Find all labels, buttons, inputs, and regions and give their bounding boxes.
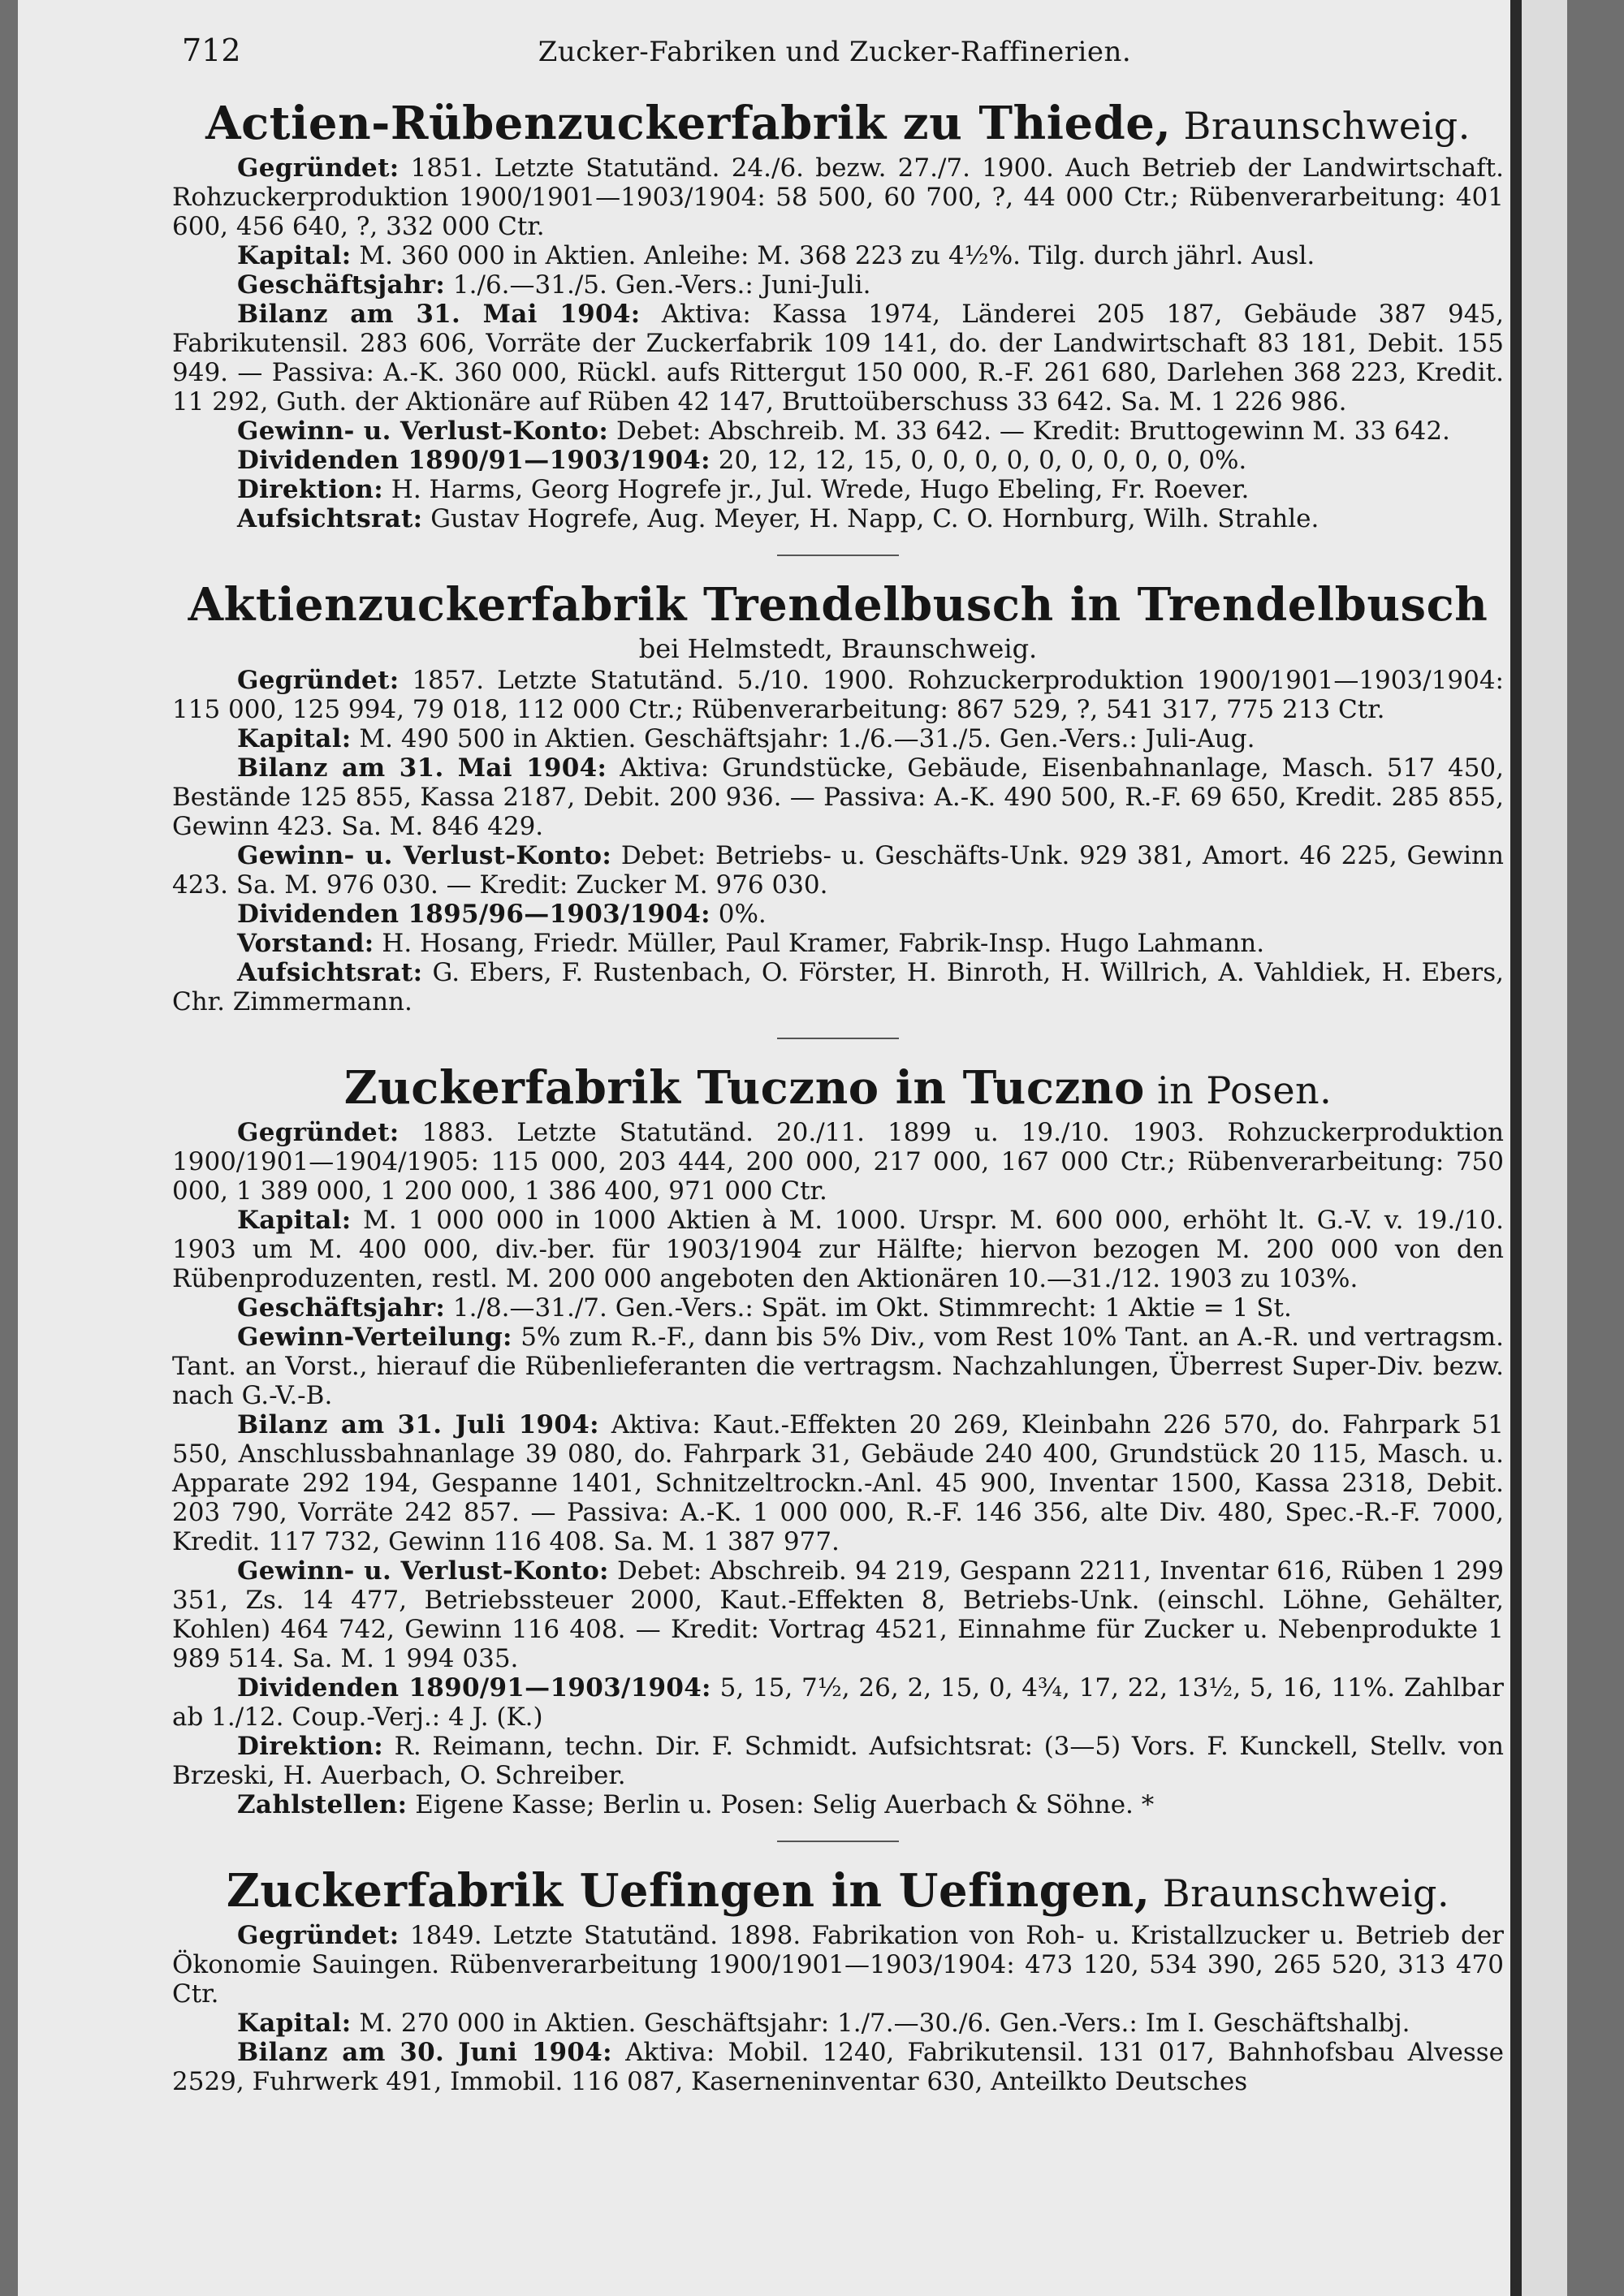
entry-text: Eigene Kasse; Berlin u. Posen: Selig Auerbach & Söhne. * [407, 1790, 1155, 1819]
entry-paragraph [172, 2038, 1504, 2096]
company-subtitle: bei Helmstedt, Braunschweig. [638, 633, 1038, 664]
entry-label: Gewinn-Verteilung: [237, 1323, 512, 1352]
document-page [18, 0, 1567, 2296]
entry-label: Geschäftsjahr: [237, 1293, 446, 1323]
entry-label: Vorstand: [237, 929, 374, 958]
entry-text: Debet: Abschreib. M. 33 642. — Kredit: Bruttogewinn M. 33 642. [608, 416, 1450, 446]
running-header [172, 32, 1504, 81]
company-title [172, 577, 1504, 635]
entry-paragraph [172, 1206, 1504, 1293]
entry-label: Gewinn- u. Verlust-Konto: [237, 416, 609, 446]
entry-label: Bilanz am 30. Juni 1904: [237, 2038, 612, 2067]
section-divider [777, 555, 899, 556]
entry-text: R. Reimann, techn. Dir. F. Schmidt. Aufsichtsrat: (3—5) Vors. F. Kunckell, Stellv. von Brzeski, H. Auerbach, O. Schreiber. [172, 1732, 1504, 1790]
entry-text: Aktiva: Grundstücke, Gebäude, Eisenbahnanlage, Masch. 517 450, Bestände 125 855, Kassa 2187, Debit. 200 936. — Passiva: A.-K. 490 500, R.-F. 69 650, Kredit. 285 855, Gewinn 423. Sa. M. 846 429. [172, 753, 1505, 841]
entry-paragraph [172, 958, 1504, 1016]
page-binding-edge [1510, 0, 1567, 2296]
entry-text: M. 360 000 in Aktien. Anleihe: M. 368 223 zu 4½%. Tilg. durch jährl. Ausl. [351, 241, 1315, 270]
running-title: Zucker-Fabriken und Zucker-Raffinerien. [538, 36, 1132, 68]
entry-paragraph [172, 1790, 1504, 1819]
entry-text: H. Harms, Georg Hogrefe jr., Jul. Wrede, Hugo Ebeling, Fr. Roever. [382, 475, 1250, 504]
company-location: Braunschweig. [1150, 1871, 1450, 1915]
entry-paragraph [172, 153, 1504, 241]
entry-label: Bilanz am 31. Mai 1904: [237, 300, 641, 329]
entry-paragraph [172, 1673, 1504, 1732]
entry-paragraph [172, 446, 1504, 475]
company-entry [172, 1863, 1504, 2096]
entry-paragraph [172, 1323, 1504, 1410]
entry-paragraph [172, 841, 1504, 900]
entry-text: M. 1 000 000 in 1000 Aktien à M. 1000. Urspr. M. 600 000, erhöht lt. G.-V. v. 19./10. 1903 um M. 400 000, div.-ber. für 1903/1904 zur Hälfte; hiervon bezogen M. 200 000 von den Rübenproduzenten, restl. M. 200 000 angeboten den Aktionären 10.—31./12. 1903 zu 103%. [172, 1206, 1504, 1293]
entry-paragraph [172, 475, 1504, 504]
entry-text: 20, 12, 12, 15, 0, 0, 0, 0, 0, 0, 0, 0, 0, 0%. [710, 446, 1247, 475]
entry-label: Zahlstellen: [237, 1790, 408, 1819]
entry-label: Gegründet: [237, 153, 400, 183]
entry-paragraph [172, 2009, 1504, 2038]
entry-text: 1851. Letzte Statutänd. 24./6. bezw. 27./7. 1900. Auch Betrieb der Landwirtschaft. Rohzuckerproduktion 1900/1901—1903/1904: 58 500, 60 700, ?, 44 000 Ctr.; Rübenverarbeitung: 401 600, 456 640, ?, 332 000 Ctr. [172, 153, 1504, 241]
company-entry [172, 1060, 1504, 1819]
entry-label: Gegründet: [237, 1118, 400, 1147]
entry-paragraph [172, 416, 1504, 446]
entry-text: Debet: Betriebs- u. Geschäfts-Unk. 929 381, Amort. 46 225, Gewinn 423. Sa. M. 976 030. — Kredit: Zucker M. 976 030. [172, 841, 1504, 900]
entry-paragraph [172, 1556, 1504, 1673]
entry-label: Bilanz am 31. Juli 1904: [237, 1410, 599, 1439]
entry-label: Gewinn- u. Verlust-Konto: [237, 841, 612, 870]
entry-label: Kapital: [237, 241, 352, 270]
entry-paragraph [172, 504, 1504, 533]
entry-paragraph [172, 270, 1504, 300]
section-divider [777, 1841, 899, 1842]
entry-paragraph [172, 753, 1504, 841]
entry-paragraph [172, 1410, 1504, 1556]
company-title [172, 96, 1504, 153]
entry-paragraph [172, 724, 1504, 753]
entry-label: Gegründet: [237, 666, 400, 695]
entry-label: Direktion: [237, 475, 383, 504]
page-content [172, 32, 1504, 2096]
entry-text: Aktiva: Kaut.-Effekten 20 269, Kleinbahn 226 570, do. Fahrpark 51 550, Anschlussbahnanlage 39 080, do. Fahrpark 31, Gebäude 240 400, Grundstück 20 115, Masch. u. Apparate 292 194, Gespanne 1401, Schnitzeltrockn.-Anl. 45 900, Inventar 1500, Kassa 2318, Debit. 203 790, Vorräte 242 857. — Passiva: A.-K. 1 000 000, R.-F. 146 356, alte Div. 480, Spec.-R.-F. 7000, Kredit. 117 732, Gewinn 116 408. Sa. M. 1 387 977. [172, 1410, 1504, 1556]
section-divider [777, 1038, 899, 1039]
entry-text: 1./6.—31./5. Gen.-Vers.: Juni-Juli. [445, 270, 871, 300]
page-number: 712 [182, 32, 241, 68]
company-name: Actien-Rübenzuckerfabrik zu Thiede, [205, 97, 1172, 150]
entry-text: 1857. Letzte Statutänd. 5./10. 1900. Rohzuckerproduktion 1900/1901—1903/1904: 115 000, 125 994, 79 018, 112 000 Ctr.; Rübenverarbeitung: 867 529, ?, 541 317, 775 213 Ctr. [172, 666, 1504, 724]
company-entry [172, 577, 1504, 1016]
entry-text: 5, 15, 7½, 26, 2, 15, 0, 4¾, 17, 22, 13½, 5, 16, 11%. Zahlbar ab 1./12. Coup.-Verj.: 4 J. (K.) [172, 1673, 1504, 1732]
entry-label: Kapital: [237, 724, 352, 753]
entry-label: Kapital: [237, 1206, 352, 1235]
entry-label: Kapital: [237, 2009, 352, 2038]
entry-paragraph [172, 1293, 1504, 1323]
entry-label: Aufsichtsrat: [237, 958, 423, 987]
entry-paragraph [172, 241, 1504, 270]
entry-text: 0%. [710, 900, 767, 929]
entry-text: 1883. Letzte Statutänd. 20./11. 1899 u. 19./10. 1903. Rohzuckerproduktion 1900/1901—1904/1905: 115 000, 203 444, 200 000, 217 000, 167 000 Ctr.; Rübenverarbeitung: 750 000, 1 389 000, 1 200 000, 1 386 400, 971 000 Ctr. [172, 1118, 1504, 1206]
company-entry [172, 96, 1504, 533]
entry-text: Debet: Abschreib. 94 219, Gespann 2211, Inventar 616, Rüben 1 299 351, Zs. 14 477, Betriebssteuer 2000, Kaut.-Effekten 8, Betriebs-Unk. (einschl. Löhne, Gehälter, Kohlen) 464 742, Gewinn 116 408. — Kredit: Vortrag 4521, Einnahme für Zucker u. Nebenprodukte 1 989 514. Sa. M. 1 994 035. [172, 1556, 1505, 1673]
company-name: Zuckerfabrik Uefingen in Uefingen, [226, 1864, 1151, 1918]
entry-paragraph [172, 300, 1504, 416]
entry-paragraph [172, 1921, 1504, 2009]
company-location: Braunschweig. [1171, 104, 1471, 148]
company-title [172, 1060, 1504, 1118]
entry-text: M. 270 000 in Aktien. Geschäftsjahr: 1./7.—30./6. Gen.-Vers.: Im I. Geschäftshalbj. [351, 2009, 1410, 2038]
entry-text: Aktiva: Mobil. 1240, Fabrikutensil. 131 017, Bahnhofsbau Alvesse 2529, Fuhrwerk 491, Immobil. 116 087, Kaserneninventar 630, Anteilkto Deutsches [172, 2038, 1504, 2096]
entry-paragraph [172, 900, 1504, 929]
entry-text: 1849. Letzte Statutänd. 1898. Fabrikation von Roh- u. Kristallzucker u. Betrieb der Ökonomie Sauingen. Rübenverarbeitung 1900/1901—1903/1904: 473 120, 534 390, 265 520, 313 470 Ctr. [172, 1921, 1504, 2009]
entry-label: Aufsichtsrat: [237, 504, 423, 533]
entry-paragraph [172, 1118, 1504, 1206]
entry-paragraph [172, 929, 1504, 958]
entry-text: Gustav Hogrefe, Aug. Meyer, H. Napp, C. O. Hornburg, Wilh. Strahle. [422, 504, 1320, 533]
entry-label: Gegründet: [237, 1921, 400, 1950]
entry-text: M. 490 500 in Aktien. Geschäftsjahr: 1./6.—31./5. Gen.-Vers.: Juli-Aug. [351, 724, 1255, 753]
entry-label: Gewinn- u. Verlust-Konto: [237, 1556, 609, 1586]
entry-label: Dividenden 1890/91—1903/1904: [237, 1673, 711, 1703]
entry-text: 5% zum R.-F., dann bis 5% Div., vom Rest 10% Tant. an A.-R. und vertragsm. Tant. an Vorst., hierauf die Rübenlieferanten die vertragsm. Nachzahlungen, Überrest Super-Div. bezw. nach G.-V.-B. [172, 1323, 1504, 1410]
entry-text: G. Ebers, F. Rustenbach, O. Förster, H. Binroth, H. Willrich, A. Vahldiek, H. Ebers, Chr. Zimmermann. [172, 958, 1504, 1016]
entry-label: Bilanz am 31. Mai 1904: [237, 753, 607, 783]
company-title [172, 1863, 1504, 1921]
company-name: Aktienzuckerfabrik Trendelbusch in Trendelbusch [188, 578, 1488, 632]
entry-label: Geschäftsjahr: [237, 270, 446, 300]
company-location: in Posen. [1144, 1068, 1332, 1112]
entry-text: Aktiva: Kassa 1974, Länderei 205 187, Gebäude 387 945, Fabrikutensil. 283 606, Vorräte der Zuckerfabrik 109 141, do. der Landwirtschaft 83 181, Debit. 155 949. — Passiva: A.-K. 360 000, Rückl. aufs Rittergut 150 000, R.-F. 261 680, Darlehen 368 223, Kredit. 11 292, Guth. der Aktionäre auf Rüben 42 147, Bruttoüberschuss 33 642. Sa. M. 1 226 986. [172, 300, 1504, 416]
entry-label: Dividenden 1895/96—1903/1904: [237, 900, 710, 929]
company-name: Zuckerfabrik Tuczno in Tuczno [343, 1061, 1145, 1115]
entry-paragraph [172, 666, 1504, 724]
entry-label: Dividenden 1890/91—1903/1904: [237, 446, 710, 475]
entry-text: 1./8.—31./7. Gen.-Vers.: Spät. im Okt. Stimmrecht: 1 Aktie = 1 St. [445, 1293, 1292, 1323]
entry-text: H. Hosang, Friedr. Müller, Paul Kramer, Fabrik-Insp. Hugo Lahmann. [374, 929, 1265, 958]
entry-paragraph [172, 1732, 1504, 1790]
entry-label: Direktion: [237, 1732, 383, 1761]
